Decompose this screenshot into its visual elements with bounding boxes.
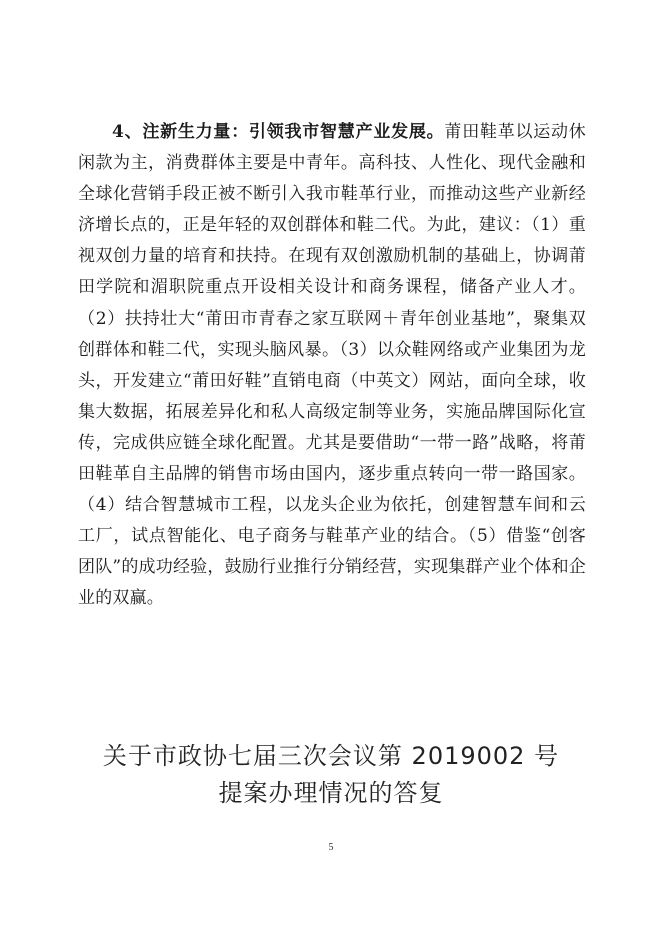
reply-title-line-2: 提案办理情况的答复 xyxy=(218,778,444,807)
section-paragraph xyxy=(78,117,586,615)
reply-title xyxy=(0,738,662,812)
section-heading: 4、注新生力量：引领我市智慧产业发展。 xyxy=(112,122,445,142)
reply-title-line-1: 关于市政协七届三次会议第 2019002 号 xyxy=(102,741,560,770)
section-body: 莆田鞋革以运动休闲款为主，消费群体主要是中青年。高科技、人性化、现代金融和全球化营销手段正被不断引入我市鞋革行业，而推动这些产业新经济增长点的，正是年轻的双创群体和鞋二代。为此，建议：（1）重视双创力量的培育和扶持。在现有双创激励机制的基础上，协调莆田学院和湄职院重点开设相关设计和商务课程，储备产业人才。（2）扶持壮大“莆田市青春之家互联网＋青年创业基地”，聚集双创群体和鞋二代，实现头脑风暴。（3）以众鞋网络或产业集团为龙头，开发建立“莆田好鞋”直销电商（中英文）网站，面向全球，收集大数据，拓展差异化和私人高级定制等业务，实施品牌国际化宣传，完成供应链全球化配置。尤其是要借助“一带一路”战略，将莆田鞋革自主品牌的销售市场由国内，逐步重点转向一带一路国家。（4）结合智慧城市工程，以龙头企业为依托，创建智慧车间和云工厂，试点智能化、电子商务与鞋革产业的结合。（5）借鉴“创客团队”的成功经验，鼓励行业推行分销经营，实现集群产业个体和企业的双赢。 xyxy=(78,122,586,609)
page-number: 5 xyxy=(328,842,334,853)
